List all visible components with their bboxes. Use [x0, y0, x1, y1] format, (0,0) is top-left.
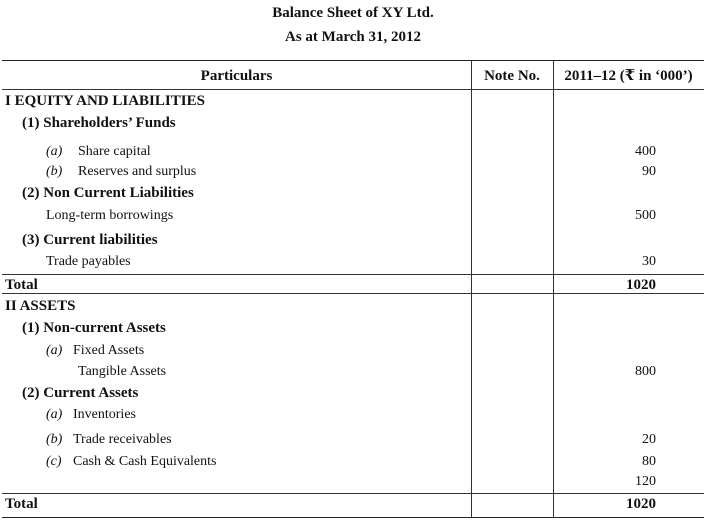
- row-marker: (a): [46, 144, 63, 159]
- table-row: [2, 93, 704, 113]
- row-label: Inventories: [73, 407, 136, 422]
- table-row: [2, 364, 704, 384]
- table-row: [2, 432, 704, 452]
- total-label: Total: [5, 277, 38, 293]
- section-heading: I EQUITY AND LIABILITIES: [5, 93, 205, 109]
- table-row-total: [2, 277, 704, 297]
- table-row: [2, 208, 704, 228]
- subsection-heading: (2) Non Current Liabilities: [22, 185, 194, 201]
- row-label: Share capital: [78, 144, 151, 159]
- row-label: Long-term borrowings: [46, 208, 174, 223]
- table-row: [2, 144, 704, 164]
- table-row: [2, 298, 704, 318]
- table-row: [2, 320, 704, 340]
- row-marker: (a): [46, 343, 63, 358]
- table-row-total: [2, 496, 704, 516]
- subsection-heading: (2) Current Assets: [22, 385, 139, 401]
- row-value: 120: [635, 474, 656, 489]
- table-row: [2, 164, 704, 184]
- table-row: [2, 407, 704, 427]
- table-row: [2, 232, 704, 252]
- row-label: Tangible Assets: [78, 364, 167, 379]
- document-subtitle: As at March 31, 2012: [285, 29, 421, 45]
- row-label: Trade payables: [46, 254, 131, 269]
- header-particulars: Particulars: [200, 68, 273, 84]
- subsection-heading: (1) Non-current Assets: [22, 320, 166, 336]
- table-row: [2, 385, 704, 405]
- document-title: Balance Sheet of XY Ltd.: [272, 5, 434, 21]
- subsection-heading: (3) Current liabilities: [22, 232, 158, 248]
- total-value: 1020: [626, 496, 656, 512]
- row-marker: (c): [46, 454, 62, 469]
- row-marker: (a): [46, 407, 63, 422]
- section-heading: II ASSETS: [5, 298, 76, 314]
- total-value: 1020: [626, 277, 656, 293]
- table-row: [2, 474, 704, 494]
- subsection-heading: (1) Shareholders’ Funds: [22, 115, 176, 131]
- row-label: Reserves and surplus: [78, 164, 197, 179]
- row-value: 30: [642, 254, 656, 269]
- row-marker: (b): [46, 164, 63, 179]
- table-row: [2, 115, 704, 135]
- row-value: 90: [642, 164, 656, 179]
- row-marker: (b): [46, 432, 63, 447]
- liabilities-total-top-rule: [2, 274, 704, 275]
- total-label: Total: [5, 496, 38, 512]
- header-note-no: Note No.: [484, 68, 540, 84]
- header-rule: [2, 89, 704, 90]
- row-label: Fixed Assets: [73, 343, 145, 358]
- table-row: [2, 254, 704, 274]
- table-row: [2, 343, 704, 363]
- row-value: 80: [642, 454, 656, 469]
- row-value: 400: [635, 144, 656, 159]
- header-amount: 2011–12 (₹ in ‘000’): [564, 68, 693, 84]
- row-value: 20: [642, 432, 656, 447]
- table-row: [2, 454, 704, 474]
- balance-sheet-table: [2, 60, 704, 518]
- row-label: Cash & Cash Equivalents: [73, 454, 217, 469]
- row-label: Trade receivables: [73, 432, 172, 447]
- row-value: 800: [635, 364, 656, 379]
- table-row: [2, 185, 704, 205]
- row-value: 500: [635, 208, 656, 223]
